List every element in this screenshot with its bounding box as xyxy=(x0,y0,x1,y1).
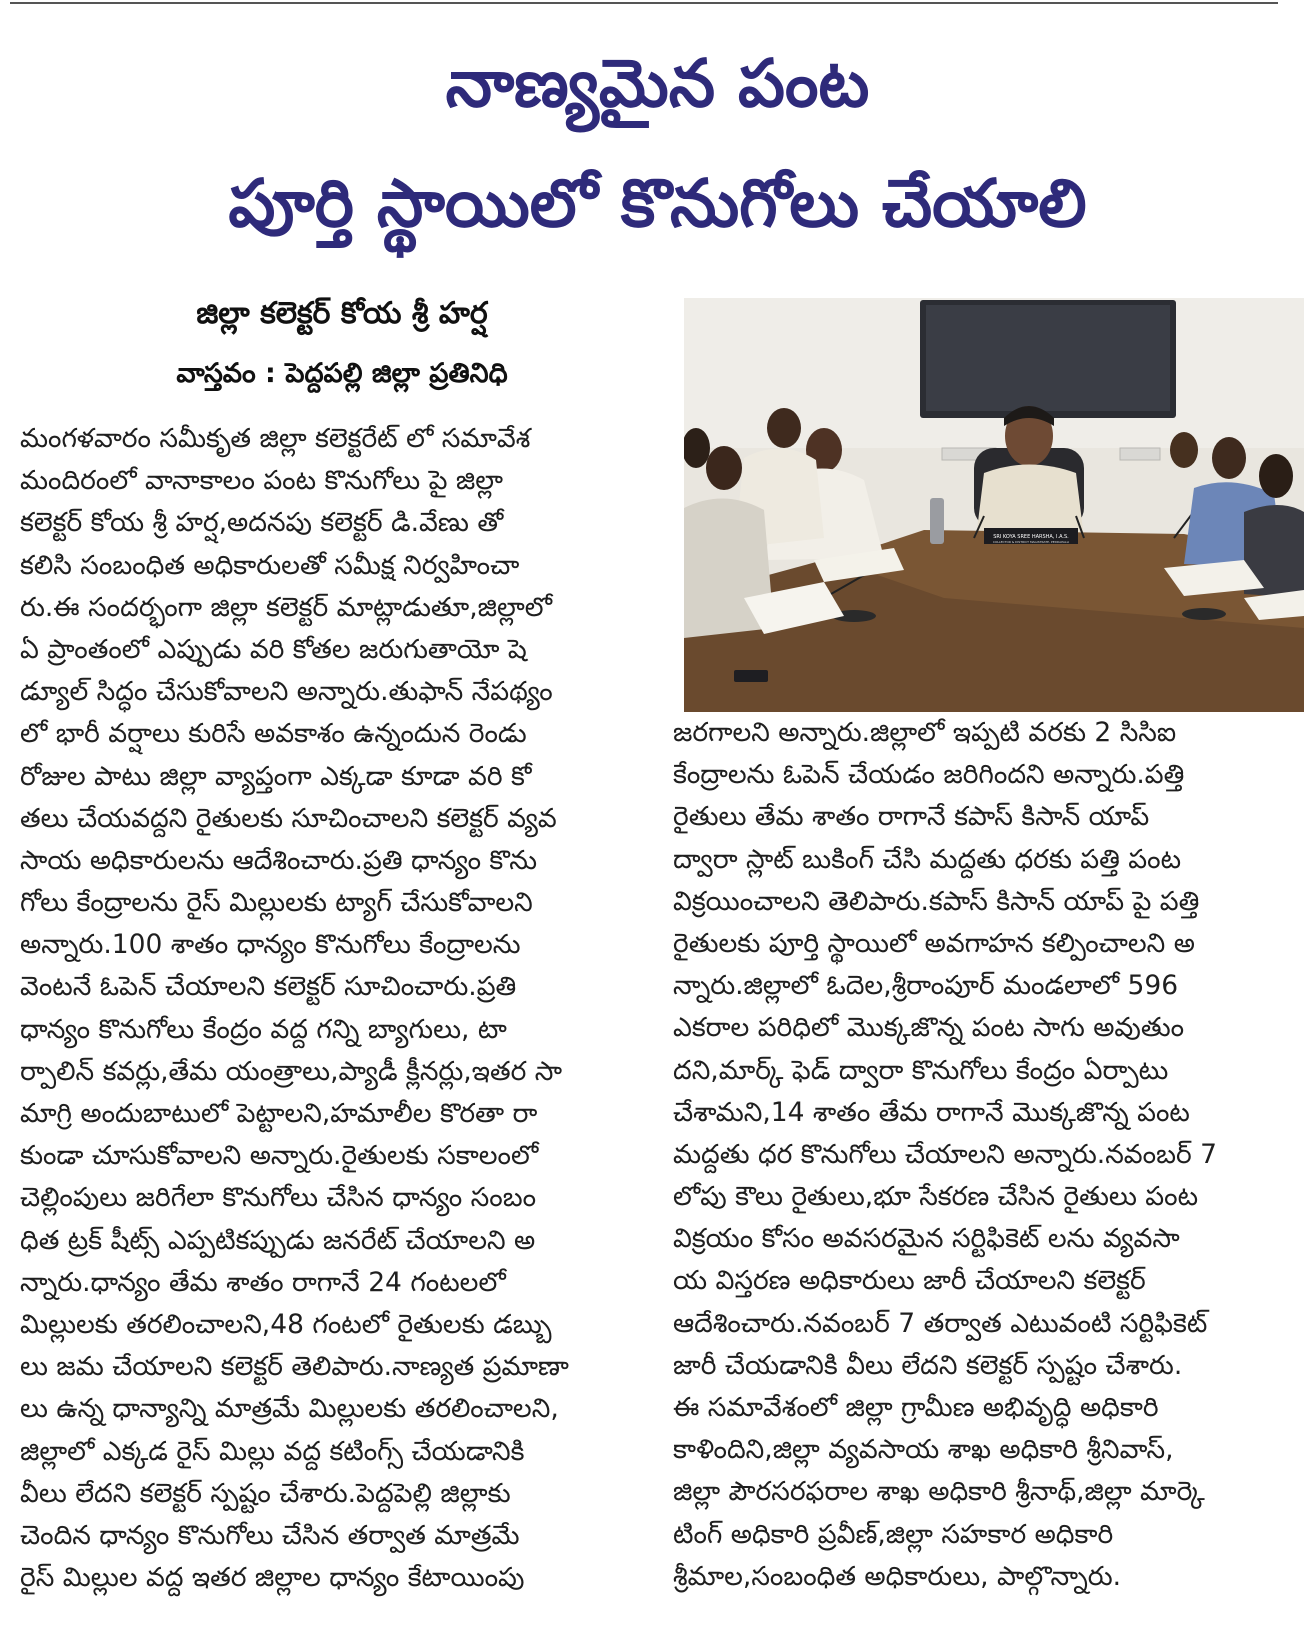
article-line: విక్రయం కోసం అవసరమైన సర్టిఫికెట్ లను వ్యవసా xyxy=(673,1223,1180,1255)
article-line: రైస్ మిల్లుల వద్ద ఇతర జిల్లాల ధాన్యం కేటాయింపు xyxy=(20,1562,525,1594)
article-line: మిల్లులకు తరలించాలని,48 గంటలో రైతులకు డబ్బు xyxy=(20,1308,552,1340)
article-body-left xyxy=(20,418,660,1599)
nameplate-subtext: COLLECTOR & DISTRICT MAGISTRATE, PEDDAPALLI xyxy=(992,540,1070,544)
article-line: రోజుల పాటు జిల్లా వ్యాప్తంగా ఎక్కడా కూడా వరి కో xyxy=(20,760,532,792)
dateline: వాస్తవం : పెద్దపల్లి జిల్లా ప్రతినిధి xyxy=(176,358,508,389)
article-line: ఆదేశించారు.నవంబర్ 7 తర్వాత ఎటువంటి సర్టిఫికెట్ xyxy=(673,1307,1208,1339)
article-line: చేశామని,14 శాతం తేమ రాగానే మొక్కజొన్న పంట xyxy=(673,1096,1190,1128)
article-line: ద్వారా స్లాట్ బుకింగ్ చేసి మద్దతు ధరకు పత్తి పంట xyxy=(673,843,1182,875)
article-line: కాళిందిని,జిల్లా వ్యవసాయ శాఖ అధికారి శ్రీనివాస్, xyxy=(673,1434,1174,1466)
article-line: జరగాలని అన్నారు.జిల్లాలో ఇప్పటి వరకు 2 సిసిఐ xyxy=(673,717,1177,748)
article-line: రైతులు తేమ శాతం రాగానే కపాస్ కిసాన్ యాప్ xyxy=(673,801,1150,833)
meeting-photo xyxy=(684,298,1304,712)
article-body-right xyxy=(673,712,1305,1598)
article-line: రైతులకు పూర్తి స్థాయిలో అవగాహన కల్పించాలని అ xyxy=(673,927,1195,959)
article-line: జారీ చేయడానికి వీలు లేదని కలెక్టర్ స్పష్టం చేశారు. xyxy=(673,1349,1183,1381)
article-line: లు ఉన్న ధాన్యాన్ని మాత్రమే మిల్లులకు తరలించాలని, xyxy=(20,1393,559,1425)
article-line: లో భారీ వర్షాలు కురిసే అవకాశం ఉన్నందున రెండు xyxy=(20,718,527,750)
article-line: డ్యూల్ సిద్ధం చేసుకోవాలని అన్నారు.తుఫాన్ నేపథ్యం xyxy=(20,676,553,708)
byline-title: జిల్లా కలెక్టర్ కోయ శ్రీ హర్ష xyxy=(196,296,488,331)
article-line: లు జమ చేయాలని కలెక్టర్ తెలిపారు.నాణ్యత ప్రమాణా xyxy=(20,1351,569,1383)
article-line: మద్దతు ధర కొనుగోలు చేయాలని అన్నారు.నవంబర్ 7 xyxy=(673,1138,1217,1170)
article-line: దని,మార్క్ ఫెడ్ ద్వారా కొనుగోలు కేంద్రం ఏర్పాటు xyxy=(673,1054,1169,1086)
headline-line-1: నాణ్యమైన పంట xyxy=(445,45,870,122)
article-line: చెందిన ధాన్యం కొనుగోలు చేసిన తర్వాత మాత్రమే xyxy=(20,1519,520,1551)
article-line: ఈ సమావేశంలో జిల్లా గ్రామీణ అభివృద్ధి అధికారి xyxy=(673,1392,1159,1423)
article-line: మాగ్రి అందుబాటులో పెట్టాలని,హమాలీల కొరతా రా xyxy=(20,1098,538,1129)
article-line: గోలు కేంద్రాలను రైస్ మిల్లులకు ట్యాగ్ చేసుకోవాలని xyxy=(20,887,533,919)
article-line: మందిరంలో వానాకాలం పంట కొనుగోలు పై జిల్లా xyxy=(20,465,503,497)
article-line: టింగ్ అధికారి ప్రవీణ్,జిల్లా సహకార అధికారి xyxy=(673,1518,1114,1550)
article-line: న్నారు.ధాన్యం తేమ శాతం రాగానే 24 గంటలలో xyxy=(20,1266,506,1298)
article-line: వీలు లేదని కలెక్టర్ స్పష్టం చేశారు.పెద్దపెల్లి జిల్లాకు xyxy=(20,1477,511,1509)
article-line: కుండా చూసుకోవాలని అన్నారు.రైతులకు సకాలంలో xyxy=(20,1140,539,1172)
nameplate-text: SRI KOYA SREE HARSHA, I.A.S. xyxy=(993,534,1069,540)
article-line: కలిసి సంబంధిత అధికారులతో సమీక్ష నిర్వహించా xyxy=(20,549,520,581)
article-line: ధాన్యం కొనుగోలు కేంద్రం వద్ద గన్ని బ్యాగులు, టా xyxy=(20,1013,507,1045)
article-line: చెల్లింపులు జరిగేలా కొనుగోలు చేసిన ధాన్యం సంబం xyxy=(20,1182,537,1214)
article-line: జిల్లా పౌరసరఫరాల శాఖ అధికారి శ్రీనాథ్,జిల్లా మార్కె xyxy=(673,1476,1205,1508)
article-line: సాయ అధికారులను ఆదేశించారు.ప్రతి ధాన్యం కొను xyxy=(20,844,537,876)
article-line: శ్రీమాల,సంబంధిత అధికారులు, పాల్గొన్నారు. xyxy=(673,1560,1122,1592)
article-line: కలెక్టర్ కోయ శ్రీ హర్ష,అదనపు కలెక్టర్ డి.వేణు తో xyxy=(20,507,504,539)
article-line: జిల్లాలో ఎక్కడ రైస్ మిల్లు వద్ద కటింగ్స్ చేయడానికి xyxy=(20,1435,525,1467)
article-line: వెంటనే ఓపెన్ చేయాలని కలెక్టర్ సూచించారు.ప్రతి xyxy=(20,971,517,1003)
article-line: మంగళవారం సమీకృత జిల్లా కలెక్టరేట్ లో సమావేశ xyxy=(20,423,531,454)
article-line: విక్రయించాలని తెలిపారు.కపాస్ కిసాన్ యాప్ పై పత్తి xyxy=(673,885,1200,917)
top-rule xyxy=(10,2,1278,4)
article-line: ర్పాలిన్ కవర్లు,తేమ యంత్రాలు,ప్యాడీ క్లీనర్లు,ఇతర సా xyxy=(20,1055,563,1087)
article-line: ధిత ట్రక్ షీట్స్ ఎప్పటికప్పుడు జనరేట్ చేయాలని అ xyxy=(20,1224,536,1256)
article-line: అన్నారు.100 శాతం ధాన్యం కొనుగోలు కేంద్రాలను xyxy=(20,929,521,961)
article-line: కేంద్రాలను ఓపెన్ చేయడం జరిగిందని అన్నారు.పత్తి xyxy=(673,759,1185,791)
article-line: ఏ ప్రాంతంలో ఎప్పుడు వరి కోతల జరుగుతాయో షె xyxy=(20,633,527,665)
article-line: లోపు కౌలు రైతులు,భూ సేకరణ చేసిన రైతులు పంట xyxy=(673,1181,1199,1213)
article-line: న్నారు.జిల్లాలో ఓదెల,శ్రీరాంపూర్ మండలాలో 596 xyxy=(673,970,1179,1002)
article-line: రు.ఈ సందర్భంగా జిల్లా కలెక్టర్ మాట్లాడుతూ,జిల్లాలో xyxy=(20,591,553,623)
article-line: తలు చేయవద్దని రైతులకు సూచించాలని కలెక్టర్ వ్యవ xyxy=(20,802,557,834)
headline-line-2: పూర్తి స్థాయిలో కొనుగోలు చేయాలి xyxy=(228,165,1087,242)
article-line: ఎకరాల పరిధిలో మొక్కజొన్న పంట సాగు అవుతుం xyxy=(673,1012,1185,1044)
article-line: య విస్తరణ అధికారులు జారీ చేయాలని కలెక్టర్ xyxy=(673,1265,1146,1297)
